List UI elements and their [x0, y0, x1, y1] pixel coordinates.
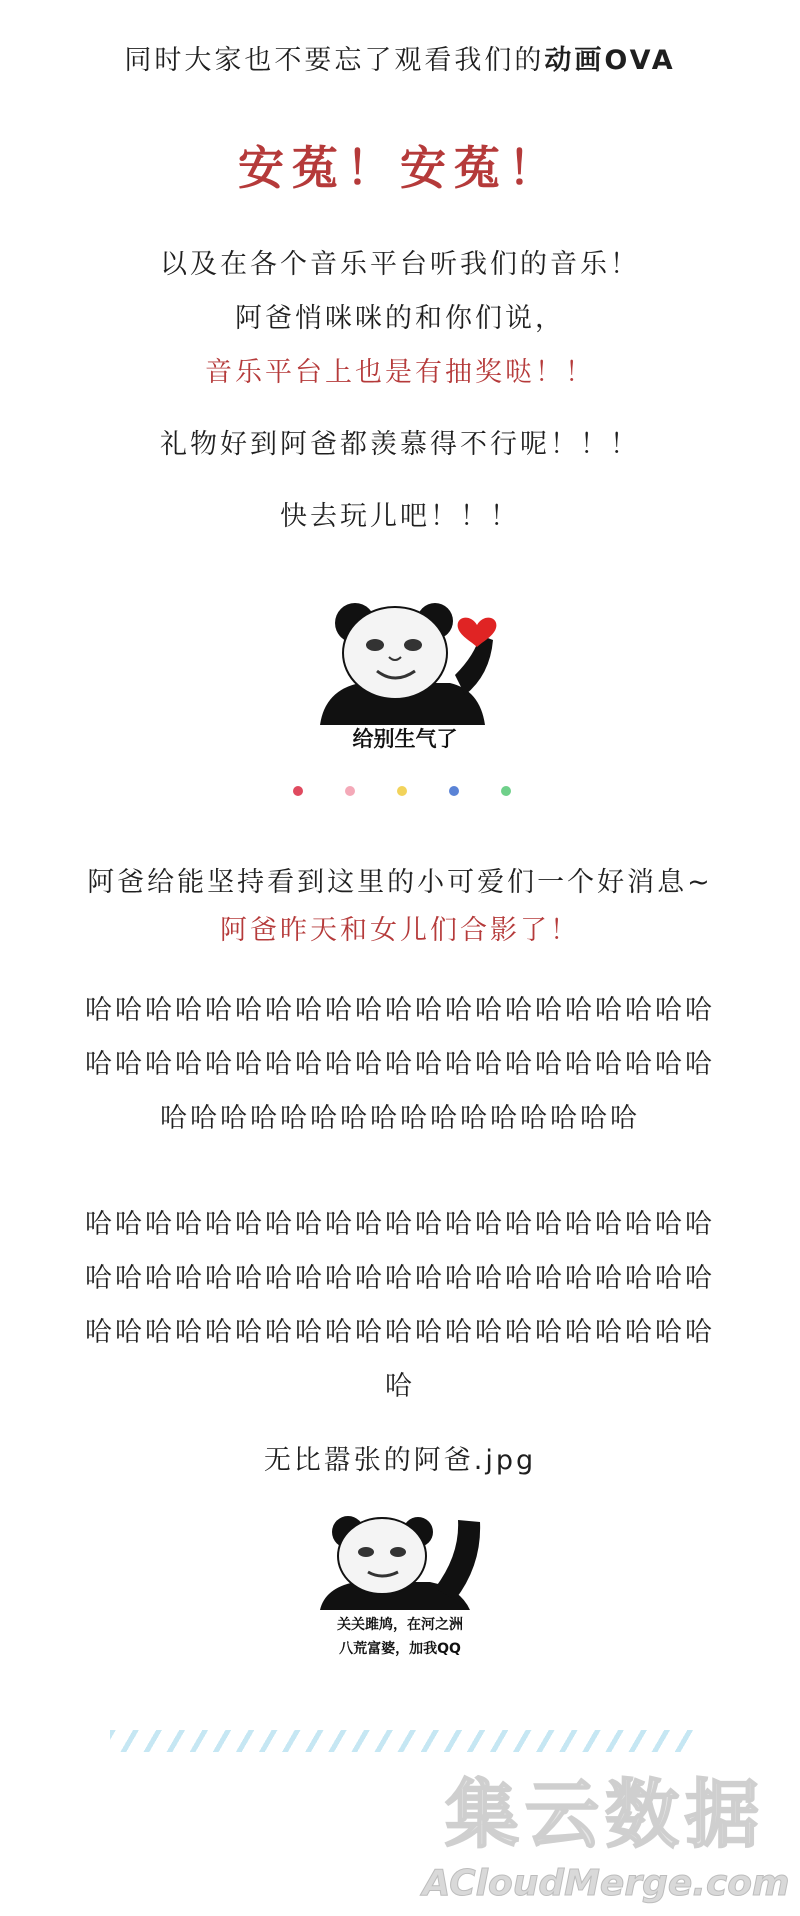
text-line: 阿爸悄咪咪的和你们说，	[235, 303, 565, 334]
watermark-url: ACloudMerge.com	[422, 1863, 790, 1904]
dot-yellow	[397, 786, 407, 796]
highlight-line: 阿爸昨天和女儿们合影了！	[220, 915, 580, 946]
dot-pink	[345, 786, 355, 796]
panda-heart-sticker	[305, 595, 505, 755]
dot-green	[501, 786, 511, 796]
panda-icon	[310, 1510, 490, 1610]
laugh-line: 哈	[385, 1371, 415, 1402]
headline: 安菟！安菟！	[238, 141, 562, 195]
dot-blue	[449, 786, 459, 796]
panda-wave-sticker	[310, 1510, 490, 1670]
sticker-caption: 关关雎鸠，在河之洲	[337, 1617, 463, 1633]
laugh-line: 哈哈哈哈哈哈哈哈哈哈哈哈哈哈哈哈哈哈哈哈哈	[85, 1049, 715, 1080]
text-line: 快去玩儿吧！！！	[280, 501, 520, 532]
laugh-line: 哈哈哈哈哈哈哈哈哈哈哈哈哈哈哈哈哈哈哈哈哈	[85, 1263, 715, 1294]
sticker-caption: 八荒富婆，加我QQ	[339, 1641, 461, 1657]
dot-red	[293, 786, 303, 796]
intro-line	[0, 38, 800, 77]
dot-divider	[0, 784, 800, 798]
text-line: 阿爸给能坚持看到这里的小可爱们一个好消息~	[87, 867, 713, 898]
laugh-line: 哈哈哈哈哈哈哈哈哈哈哈哈哈哈哈哈哈哈哈哈哈	[85, 1317, 715, 1348]
watermark-logo: 集云数据	[445, 1772, 765, 1858]
sticker-caption: 给别生气了	[352, 727, 458, 751]
text-line: 礼物好到阿爸都羡慕得不行呢！！！	[160, 429, 640, 460]
highlight-line: 音乐平台上也是有抽奖哒！！	[205, 357, 595, 388]
laugh-line: 哈哈哈哈哈哈哈哈哈哈哈哈哈哈哈哈	[160, 1103, 640, 1134]
intro-bold-text: 动画OVA	[544, 45, 676, 76]
image-caption: 无比嚣张的阿爸.jpg	[263, 1445, 537, 1476]
panda-icon	[305, 595, 505, 725]
laugh-line: 哈哈哈哈哈哈哈哈哈哈哈哈哈哈哈哈哈哈哈哈哈	[85, 995, 715, 1026]
text-line: 以及在各个音乐平台听我们的音乐！	[160, 249, 640, 280]
laugh-line: 哈哈哈哈哈哈哈哈哈哈哈哈哈哈哈哈哈哈哈哈哈	[85, 1209, 715, 1240]
intro-text: 同时大家也不要忘了观看我们的	[124, 45, 545, 76]
stripe-divider	[110, 1730, 695, 1752]
